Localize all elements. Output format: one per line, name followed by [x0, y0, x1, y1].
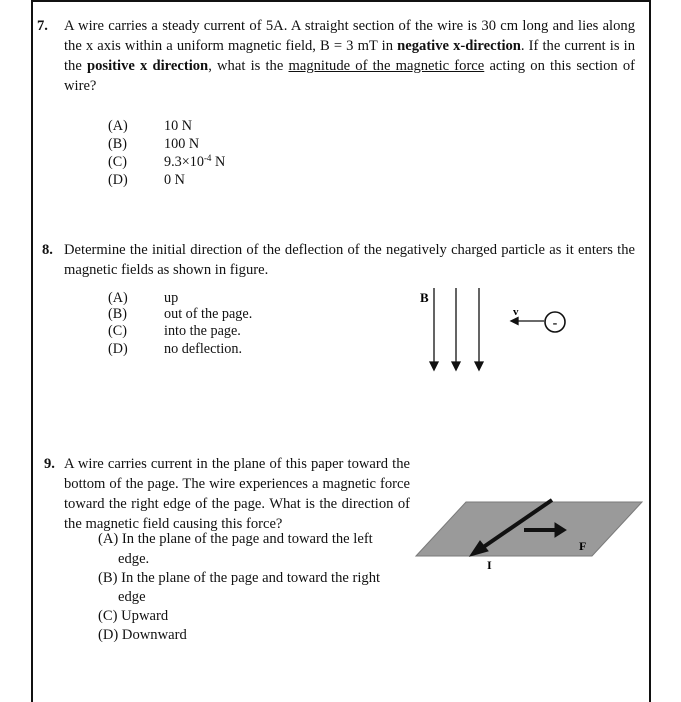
option-text: (C) Upward [98, 608, 169, 624]
velocity-label: v [513, 306, 519, 318]
option-value: 100 N [164, 136, 200, 152]
question-7-stem-text-4: acting on this section of wire? [64, 58, 635, 94]
option-value: 10 N [164, 118, 192, 134]
option-key: (B) [108, 306, 127, 322]
question-9-option-a-cont [118, 549, 149, 569]
option-value [164, 153, 225, 171]
option-key: (A) [108, 290, 128, 306]
question-7-stem-bold-1: negative x-direction [397, 38, 521, 54]
option-value: no deflection. [164, 341, 243, 357]
question-7-number: 7. [37, 18, 48, 34]
option-text: edge. [118, 551, 150, 567]
force-label: F [579, 539, 587, 553]
question-9-stem: A wire carries current in the plane of this paper toward the bottom of the page. The wire experiences a magnetic force toward the right edge of the page. What is the direction of the magnetic field causing this force? [64, 456, 410, 532]
option-value: into the page. [164, 323, 241, 339]
option-value-exponent: -4 [203, 153, 212, 163]
question-9-option-b [98, 568, 380, 588]
question-8-stem: Determine the initial direction of the deflection of the negatively charged particle as it enters the magnetic fields as shown in figure. [64, 242, 635, 278]
option-key: (C) [108, 154, 127, 170]
question-9-option-a [98, 529, 373, 549]
question-9-option-c [98, 606, 168, 626]
question-7-stem [64, 16, 635, 96]
question-8-number: 8. [42, 242, 53, 258]
option-value-unit: N [211, 154, 226, 170]
question-9-option-d [98, 625, 187, 645]
option-value: up [164, 290, 179, 306]
question-9-option-b-cont [118, 587, 146, 607]
option-text: (D) Downward [98, 627, 187, 643]
question-7-stem-bold-2: positive x direction [87, 58, 209, 74]
option-text: (A) In the plane of the page and toward the left [98, 531, 373, 547]
velocity-arrow [511, 318, 544, 325]
question-8-figure [410, 282, 580, 374]
question-7-stem-text-3: , what is the [208, 58, 289, 74]
current-label: I [487, 558, 492, 572]
question-7-stem-text-1: A wire carries a steady current of 5A. A straight section of the wire is 30 cm long and lies along the x axis within a uniform magnetic field, B = 3 mT in [64, 18, 635, 54]
option-key: (B) [108, 136, 127, 152]
question-7-stem-underline: magnitude of the magnetic force [288, 58, 485, 74]
field-label-b: B [420, 290, 429, 305]
question-9-number: 9. [44, 456, 55, 472]
question-9-figure [408, 490, 646, 576]
charge-sign: - [552, 316, 558, 331]
question-7-stem-text-2: . If the current is in the [64, 38, 635, 74]
option-text: edge [118, 589, 146, 605]
option-text: (B) In the plane of the page and toward the right [98, 570, 381, 586]
option-value: out of the page. [164, 306, 253, 322]
option-value-base: 9.3×10 [164, 154, 204, 170]
magnetic-field-arrows [430, 288, 483, 370]
option-key: (C) [108, 323, 127, 339]
option-value: 0 N [164, 172, 185, 188]
option-key: (D) [108, 172, 128, 188]
option-key: (D) [108, 341, 128, 357]
option-key: (A) [108, 118, 128, 134]
